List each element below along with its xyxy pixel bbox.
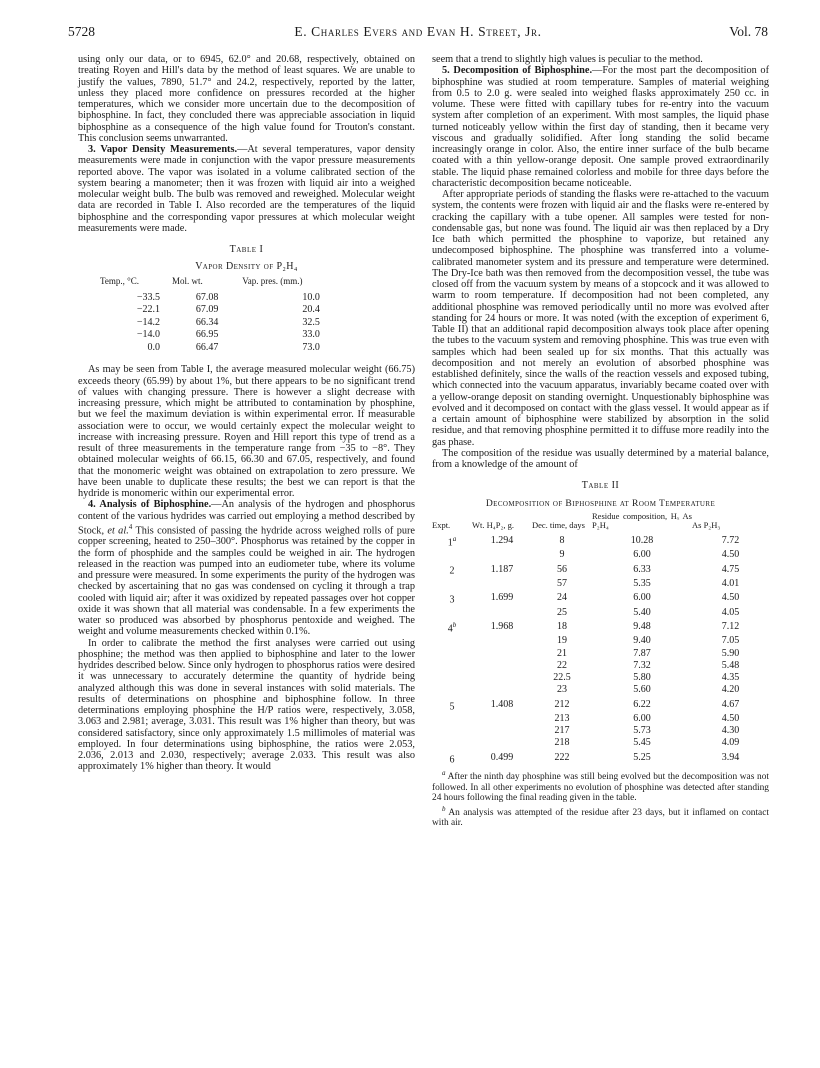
table-row bbox=[100, 329, 380, 342]
table-cell bbox=[472, 549, 532, 561]
table-cell bbox=[432, 635, 472, 647]
table-cell bbox=[472, 578, 532, 590]
table-row bbox=[432, 549, 769, 561]
experiment-number: 6 bbox=[449, 753, 455, 765]
table-header-row bbox=[100, 276, 380, 292]
reference-mark: 4 bbox=[128, 522, 133, 531]
et-al: et al. bbox=[107, 525, 129, 537]
table-1-subtitle: Vapor Density of P₂H₄ bbox=[195, 261, 298, 273]
table-cell: 1.699 bbox=[490, 592, 514, 604]
section-heading: 5. Decomposition of Biphosphine. bbox=[442, 65, 593, 77]
table-row bbox=[432, 561, 769, 578]
table-cell: 218 bbox=[554, 737, 570, 749]
table-cell bbox=[432, 737, 472, 749]
table-cell: 22 bbox=[557, 659, 567, 671]
table-cell bbox=[432, 725, 472, 737]
table-cell bbox=[432, 684, 472, 696]
paragraph-text: This consisted of passing the hydride across weighed rolls of pure copper screening, heated to 250–300°. Phosphorus was retained by the copper in the form of phosphide and the samples could be weighed in air. The hydrogen released in the reaction was pumped into an eudiometer tube, where its volume and pressure were measured. In some experiments the purity of the hydrogen was checked by ascertaining that no gas was condensed on cycling it through a trap cooled with liquid air; after it was oxidized by repeated passages over hot copper oxide it was shown that all material was condensable. In a few experiments the water so produced was absorbed by phosphorus pentoxide and weighed. The weight and volume measurements checked within 0.1%. bbox=[78, 525, 415, 638]
table-row bbox=[432, 750, 769, 767]
footnote-mark: b bbox=[442, 804, 446, 813]
footnote bbox=[432, 768, 769, 804]
table-cell bbox=[432, 561, 472, 578]
table-header-cell: Expt. bbox=[432, 519, 451, 530]
table-cell: 57 bbox=[557, 578, 567, 590]
table-header-cell: Temp., °C. bbox=[100, 275, 139, 286]
table-2-caption: Table II bbox=[581, 480, 620, 492]
table-cell: 6.00 bbox=[633, 549, 651, 561]
table-cell bbox=[432, 660, 472, 672]
table-cell: 1.408 bbox=[490, 698, 514, 710]
table-row bbox=[432, 697, 769, 714]
table-cell: 0.499 bbox=[490, 751, 514, 763]
table-cell: 3.94 bbox=[721, 751, 740, 763]
section-3-paragraph bbox=[78, 144, 415, 234]
table-cell: −22.1 bbox=[136, 304, 160, 316]
experiment-number: 1 bbox=[447, 537, 453, 549]
table-cell: 25 bbox=[557, 606, 567, 618]
table-cell: 5.80 bbox=[633, 672, 651, 684]
experiment-number: 4 bbox=[447, 623, 453, 635]
table-cell bbox=[432, 619, 472, 636]
table-cell: 7.05 bbox=[721, 635, 740, 647]
table-cell: 4.01 bbox=[721, 578, 740, 590]
experiment-number: 5 bbox=[449, 700, 455, 712]
table-cell bbox=[432, 750, 472, 767]
table-row bbox=[432, 619, 769, 636]
table-cell: 22.5 bbox=[553, 672, 571, 684]
section-heading: 3. Vapor Density Measurements. bbox=[88, 144, 238, 155]
page-number: 5728 bbox=[68, 24, 95, 39]
running-header bbox=[68, 24, 768, 44]
section-4-paragraph bbox=[78, 499, 415, 637]
table-cell: 66.34 bbox=[195, 316, 219, 328]
table-row bbox=[432, 725, 769, 737]
table-cell: 33.0 bbox=[302, 329, 320, 341]
table-cell: 5.73 bbox=[633, 725, 651, 737]
table-cell: 1.294 bbox=[490, 534, 514, 546]
footnote-text: An analysis was attempted of the residue after 23 days, but it inflamed on contact with air. bbox=[432, 807, 769, 829]
table-row bbox=[432, 737, 769, 749]
table-cell bbox=[432, 648, 472, 660]
table-cell bbox=[432, 713, 472, 725]
table-cell: 5.45 bbox=[633, 737, 651, 749]
table-cell: 4.50 bbox=[721, 549, 740, 561]
table-cell: 18 bbox=[557, 621, 567, 633]
table-row bbox=[432, 684, 769, 696]
table-cell: 9.40 bbox=[633, 635, 651, 647]
section-heading: 4. Analysis of Biphosphine. bbox=[88, 499, 212, 511]
table-row bbox=[100, 304, 380, 317]
footnote-mark: a bbox=[442, 769, 446, 778]
table-cell: 5.40 bbox=[633, 606, 651, 618]
table-cell: 217 bbox=[554, 725, 570, 737]
table-cell: 4.75 bbox=[721, 563, 740, 575]
table-2-footnotes bbox=[432, 768, 769, 829]
left-column bbox=[78, 54, 415, 773]
paragraph-text: —For the most part the decomposition of biphosphine was studied at room temperature. Samples of material weighing from 0.5 to 2.0 g. were sealed into weighed flasks approximately 250 cc. in volume. These were fitted with capillary tubes for re-entry into the vacuum system after completion of an experiment. With most samples, the liquid phase turned noticeably yellow within the first day of standing, then it became very viscous and gradually solidified. After long standing the solid became increasingly orange in color. Also, the entire inner surface of the bulb became coated with a thin yellow-orange deposit. One sample proved extraordinarily stable. The liquid phase remained colorless and mobile for three days before the characteristic decomposition became noticeable. bbox=[432, 65, 769, 189]
table-cell bbox=[472, 648, 532, 660]
table-row bbox=[432, 713, 769, 725]
table-cell: 1.968 bbox=[490, 621, 514, 633]
table-cell: 212 bbox=[554, 698, 570, 710]
experiment-number: 3 bbox=[449, 594, 455, 606]
table-cell: −14.0 bbox=[136, 329, 160, 341]
section-5-paragraph bbox=[432, 65, 769, 189]
table-row bbox=[432, 533, 769, 550]
footnote-mark: b bbox=[452, 620, 457, 629]
paragraph: seem that a trend to slightly high values is peculiar to the method. bbox=[432, 54, 703, 65]
table-cell: 21 bbox=[557, 647, 567, 659]
table-header-cell: Vap. pres. (mm.) bbox=[242, 275, 303, 286]
table-cell: 6.33 bbox=[633, 563, 651, 575]
table-cell: 7.12 bbox=[721, 621, 740, 633]
table-cell: 8 bbox=[559, 534, 565, 546]
table-cell: 66.95 bbox=[195, 329, 219, 341]
table-cell bbox=[432, 590, 472, 607]
table-cell: 7.87 bbox=[633, 647, 651, 659]
table-cell: 9 bbox=[559, 549, 565, 561]
table-row bbox=[100, 342, 380, 355]
table-row bbox=[100, 317, 380, 330]
experiment-number: 2 bbox=[449, 565, 455, 577]
table-cell: 222 bbox=[554, 751, 570, 763]
table-row bbox=[432, 578, 769, 590]
table-cell bbox=[472, 725, 532, 737]
table-cell: 6.00 bbox=[633, 713, 651, 725]
table-cell bbox=[472, 607, 532, 619]
table-cell: 73.0 bbox=[302, 341, 320, 353]
table-cell: 5.48 bbox=[721, 659, 740, 671]
table-cell bbox=[472, 713, 532, 725]
table-row bbox=[432, 660, 769, 672]
table-row bbox=[100, 292, 380, 305]
paragraph: As may be seen from Table I, the average measured molecular weight (66.75) exceeds theory (65.99) by about 1%, but there appears to be no significant trend of values with changing pressure. There is however a slight decrease with increasing pressure, which might be attributed to contamination by phosphine, but we feel the maximum deviation is within experimental error. If measurable association were to occur, we would certainly expect the molecular weight to increase with increasing pressure. Royen and Hill report this type of trend as a result of three measurements in the temperature range from −35 to −8°. They obtained molecular weights of 66.15, 66.30 and 67.05, respectively, and found that the monomeric weight was obtained on extrapolation to zero pressure. We have been unable to duplicate these results; the best we can report is that the hydride is monomeric within our experimental error. bbox=[78, 364, 415, 499]
table-cell: 6.22 bbox=[633, 698, 651, 710]
table-cell: 7.32 bbox=[633, 659, 651, 671]
table-cell: 32.5 bbox=[302, 316, 320, 328]
table-cell bbox=[432, 697, 472, 714]
table-cell: 213 bbox=[554, 713, 570, 725]
table-header-row bbox=[432, 512, 769, 533]
table-cell: 10.28 bbox=[630, 534, 654, 546]
table-cell: 7.72 bbox=[721, 534, 740, 546]
table-cell: 23 bbox=[557, 684, 567, 696]
table-2 bbox=[432, 512, 769, 766]
table-cell: 5.90 bbox=[721, 647, 740, 659]
table-cell bbox=[472, 660, 532, 672]
table-cell: 0.0 bbox=[147, 341, 160, 353]
table-cell bbox=[432, 578, 472, 590]
table-cell: 4.05 bbox=[721, 606, 740, 618]
table-cell: 24 bbox=[557, 592, 567, 604]
table-row bbox=[432, 648, 769, 660]
table-cell: 67.08 bbox=[195, 291, 219, 303]
table-cell: 4.35 bbox=[721, 672, 740, 684]
paragraph: using only our data, or to 6945, 62.0° and 20.68, respectively, obtained on treating Royen and Hill's data by the method of least squares. We are unable to justify the values, 7890, 51.7° and 24.2, respectively, reported by the latter, unless they placed more confidence on pressures recorded at the higher temperatures, which we consider more uncertain due to the decomposition of biphosphine. In fact, they concluded there was appreciable association in liquid biphosphine as a consequence of the high value found for Trouton's constant. This conclusion seems unwarranted. bbox=[78, 54, 415, 144]
table-cell: 4.50 bbox=[721, 713, 740, 725]
table-cell bbox=[432, 549, 472, 561]
table-cell: 4.09 bbox=[721, 737, 740, 749]
table-cell: 19 bbox=[557, 635, 567, 647]
table-row bbox=[432, 672, 769, 684]
table-cell: 4.67 bbox=[721, 698, 740, 710]
table-cell: 67.09 bbox=[195, 304, 219, 316]
table-cell bbox=[472, 737, 532, 749]
table-cell bbox=[432, 533, 472, 550]
table-cell: 10.0 bbox=[302, 291, 320, 303]
volume-label: Vol. 78 bbox=[729, 24, 768, 39]
table-cell: 4.50 bbox=[721, 592, 740, 604]
table-row bbox=[432, 635, 769, 647]
table-header-cell: As P₂H₃ bbox=[692, 519, 721, 530]
table-cell bbox=[432, 607, 472, 619]
running-title: E. Charles Evers and Evan H. Street, Jr. bbox=[294, 24, 542, 39]
table-cell: 5.25 bbox=[633, 751, 651, 763]
table-cell: 5.35 bbox=[633, 578, 651, 590]
table-row bbox=[432, 607, 769, 619]
table-1-caption: Table I bbox=[229, 244, 264, 255]
table-cell: 9.48 bbox=[633, 621, 651, 633]
table-header-cell: Dec. time, days bbox=[532, 519, 585, 530]
paragraph: In order to calibrate the method the first analyses were carried out using phosphine; the method was then applied to biphosphine and later to the lower hydrides described below. Since only hydrogen to phosphorus ratios were desired it was unnecessary to accurately determine the quantity of hydride being analyzed although this was done in several instances with solid materials. The results of determinations on phosphine and biphosphine follow. In three determinations employing phosphine the H/P ratios were, respectively, 3.058, 3.063 and 2.981; average, 3.031. This result was 1% higher than theory, but was considered satisfactory, since only approximately 1.5 millimoles of material was employed. In four determinations using biphosphine, the ratios were 2.053, 2.036, 2.013 and 2.030, respectively; average 2.033. This result was also approximately 1% higher than theory. It would bbox=[78, 637, 415, 773]
table-cell: 56 bbox=[557, 563, 567, 575]
footnote bbox=[432, 804, 769, 829]
table-cell: 6.00 bbox=[633, 592, 651, 604]
table-1 bbox=[100, 276, 380, 355]
right-column bbox=[432, 54, 769, 829]
table-cell: 1.187 bbox=[490, 563, 514, 575]
table-cell: −33.5 bbox=[136, 291, 160, 303]
table-cell: 5.60 bbox=[633, 684, 651, 696]
table-cell: 4.20 bbox=[721, 684, 740, 696]
table-cell bbox=[472, 672, 532, 684]
paragraph: After appropriate periods of standing the flasks were re-attached to the vacuum system, the contents were frozen with liquid air and the flasks were re-entered by cracking the capillary with a tube opener. All samples were tested for non-condensable gas, but none was found. The liquid air was then replaced by a Dry Ice bath which permitted the phosphine to vaporize, but retained any undecomposed biphosphine. The phosphine was transferred into a volume-calibrated manometer system and its pressure and temperature were determined. The Dry-Ice bath was then removed from the decomposition vessel, the tube was closed off from the vacuum system by means of a stopcock and it was allowed to warm to room temperature. If decomposition had not been completed, any additional phosphine was removed periodically until no more was evolved after standing for 24 hours or more. It was noted (with the exception of experiment 6, Table II) that an additional rapid decomposition always took place after opening the tubes to the vacuum system and removing phosphine. This was true even with samples which had been sealed up for six months. That this actually was decomposition and not merely an evolution of absorbed phosphine was established definitely, since the walls of the reaction vessels and exposed tubing, which connected into the vacuum apparatus, invariably became coated over with a yellow-orange deposit on standing overnight. Unquestionably biphosphine was evolved and it decomposed on contact with the glass vessel. It would appear as if a certain amount of biphosphine were stabilized by absorption in the solid residue, and that removing phosphine permitted it to diffuse more readily into the gas phase. bbox=[432, 189, 769, 448]
table-header-cell: Wt. H₄P₂, g. bbox=[472, 519, 515, 530]
table-cell bbox=[472, 635, 532, 647]
footnote-mark: a bbox=[452, 534, 457, 543]
table-cell bbox=[472, 684, 532, 696]
table-cell bbox=[432, 672, 472, 684]
paragraph-text: —An analysis of the hydrogen and phosphorus content of the various hydrides was carried out employing a method described by Stock, bbox=[78, 499, 415, 537]
table-cell: 20.4 bbox=[302, 304, 320, 316]
table-header-cell: Mol. wt. bbox=[172, 275, 203, 286]
table-cell: −14.2 bbox=[136, 316, 160, 328]
paragraph: The composition of the residue was usually determined by a material balance, from a knowledge of the amount of bbox=[432, 447, 769, 470]
table-cell: 66.47 bbox=[195, 341, 219, 353]
footnote-text: After the ninth day phosphine was still being evolved but the decomposition was not followed. In all other experiments no evolution of phosphine was detected after standing 24 hours following the final reading given in the table. bbox=[432, 772, 769, 804]
table-2-subtitle: Decomposition of Biphosphine at Room Temperature bbox=[485, 497, 716, 509]
table-cell: 4.30 bbox=[721, 725, 740, 737]
table-header-cell: Residue composition, Hₓ As P₂H₄ bbox=[592, 510, 692, 530]
paragraph-text: —At several temperatures, vapor density measurements were made in conjunction with the vapor pressure measurements reported above. The vapor was isolated in a volume calibrated section of the system bearing a manometer; then it was frozen with liquid air into a weighed molecular weight bulb. The bulb was removed and reweighed. Molecular weight data are recorded in Table I. Also recorded are the temperatures of the liquid biphosphine and the corresponding vapor pressures at which molecular weight measurements were made. bbox=[78, 144, 415, 234]
table-row bbox=[432, 590, 769, 607]
